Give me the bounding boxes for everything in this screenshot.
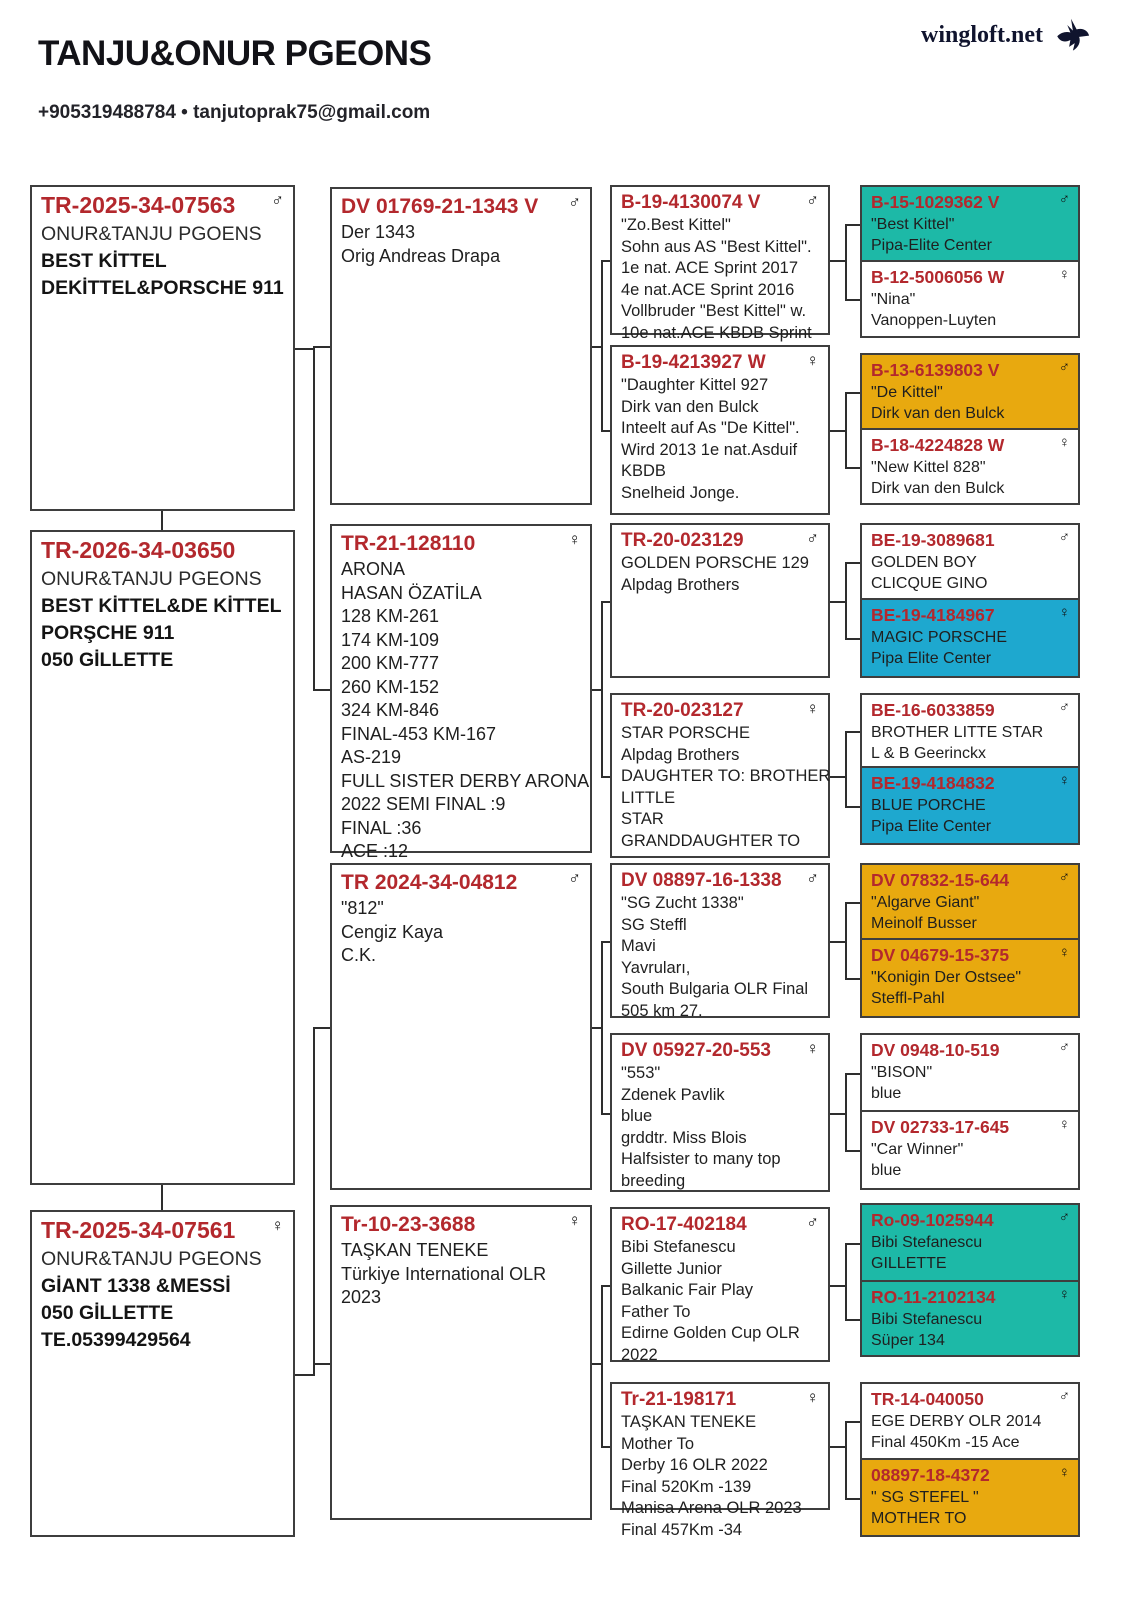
pedigree-text-line: Süper 134 — [871, 1332, 945, 1349]
page-title: TANJU&ONUR PGEONS — [38, 34, 432, 73]
connector-line — [845, 1498, 860, 1500]
pedigree-text-line: Edirne Golden Cup OLR — [621, 1324, 800, 1342]
male-icon: ♂ — [1058, 699, 1070, 716]
pedigree-text-line: "Best Kittel" — [871, 216, 955, 233]
ring-number: BE-19-3089681 — [871, 530, 995, 550]
pedigree-box — [30, 185, 295, 511]
pedigree-text-line: Snelheid Jonge. — [621, 483, 740, 502]
male-icon: ♂ — [806, 529, 819, 548]
pedigree-text-line: Alpdag Brothers — [621, 745, 740, 764]
pedigree-text-line: Mother To — [621, 1434, 695, 1453]
ring-number: TR-20-023127 — [621, 700, 744, 721]
pedigree-box — [610, 693, 830, 858]
pedigree-text-line: Derby 16 OLR 2022 — [621, 1456, 768, 1474]
connector-line — [601, 260, 603, 432]
pedigree-box — [610, 345, 830, 515]
pedigree-text-line: TAŞKAN TENEKE — [341, 1240, 489, 1260]
pedigree-box — [610, 863, 830, 1018]
ring-number: TR-20-023129 — [621, 530, 744, 551]
pedigree-text-line: STAR — [621, 810, 664, 828]
pedigree-box — [860, 1110, 1080, 1190]
pedigree-text-line: DAUGHTER TO: BROTHER — [621, 767, 831, 785]
ring-number: 08897-18-4372 — [871, 1465, 990, 1485]
pedigree-text-line: MOTHER TO — [871, 1510, 967, 1527]
pedigree-text-line: 050 GİLLETTE — [41, 649, 174, 671]
male-icon: ♂ — [1058, 1209, 1070, 1226]
pedigree-text-line: "New Kittel 828" — [871, 459, 986, 476]
pedigree-box — [30, 530, 295, 1185]
male-icon: ♂ — [806, 869, 819, 888]
pedigree-text-line: TE.05399429564 — [41, 1329, 191, 1351]
pedigree-box — [330, 863, 592, 1190]
pedigree-text-line: 174 KM-109 — [341, 629, 440, 650]
pedigree-box — [860, 1203, 1080, 1282]
pedigree-text-line: 505 km 27. — [621, 1001, 703, 1020]
connector-line — [845, 731, 847, 808]
pedigree-text-line: STAR PORSCHE — [621, 724, 750, 742]
pedigree-text-line: "Zo.Best Kittel" — [621, 216, 731, 234]
pedigree-box — [610, 1207, 830, 1362]
female-icon: ♀ — [1058, 944, 1070, 961]
connector-line — [845, 638, 860, 640]
pedigree-text-line: "Car Winner" — [871, 1141, 964, 1158]
pedigree-text-line: TAŞKAN TENEKE — [621, 1413, 757, 1431]
ring-number: RO-11-2102134 — [871, 1287, 996, 1307]
ring-number: TR-2025-34-07563 — [41, 192, 236, 218]
pedigree-text-line: Final 520Km -139 — [621, 1477, 752, 1496]
pedigree-text-line: "De Kittel" — [871, 384, 943, 401]
pedigree-text-line: Türkiye International OLR — [341, 1263, 547, 1284]
pedigree-text-line: Pipa Elite Center — [871, 650, 992, 667]
connector-line — [313, 1027, 315, 1376]
pedigree-text-line: Final 450Km -15 Ace — [871, 1434, 1020, 1451]
pedigree-text-line: 050 GİLLETTE — [41, 1302, 174, 1324]
pedigree-text-line: Bibi Stefanescu — [621, 1238, 736, 1256]
ring-number: RO-17-402184 — [621, 1214, 747, 1235]
pedigree-text-line: Father To — [621, 1302, 691, 1321]
pedigree-box — [610, 523, 830, 678]
pedigree-text-line: Dirk van den Bulck — [871, 480, 1005, 497]
pedigree-text-line: BROTHER LITTE STAR — [871, 724, 1044, 741]
pedigree-text-line: 1e nat. ACE Sprint 2017 — [621, 259, 799, 277]
pedigree-text-line: Bibi Stefanescu — [871, 1234, 983, 1251]
connector-line — [845, 1243, 860, 1245]
pedigree-text-line: Dirk van den Bulck — [871, 405, 1005, 422]
connector-line — [845, 299, 860, 301]
pedigree-text-line: Gillette Junior — [621, 1259, 722, 1278]
pedigree-text-line: Dirk van den Bulck — [621, 397, 759, 416]
connector-line — [845, 978, 860, 980]
pedigree-text-line: Pipa Elite Center — [871, 818, 992, 835]
ring-number: DV 07832-15-644 — [871, 870, 1010, 890]
female-icon: ♀ — [1058, 1116, 1070, 1133]
connector-line — [845, 224, 847, 301]
pedigree-text-line: Sohn aus AS "Best Kittel". — [621, 237, 812, 256]
pedigree-text-line: AS-219 — [341, 747, 402, 767]
pedigree-text-line: Yavruları, — [621, 958, 691, 977]
pedigree-text-line: ONUR&TANJU PGEONS — [41, 1248, 262, 1270]
connector-line — [845, 1243, 847, 1321]
pedigree-text-line: CLICQUE GINO — [871, 575, 988, 592]
connector-line — [601, 776, 610, 778]
ring-number: BE-19-4184967 — [871, 605, 995, 625]
pedigree-text-line: DEKİTTEL&PORSCHE 911 — [41, 277, 284, 299]
pedigree-box — [610, 1382, 830, 1539]
pedigree-box — [860, 260, 1080, 338]
pedigree-text-line: FULL SISTER DERBY ARONA — [341, 770, 590, 791]
female-icon: ♀ — [806, 1039, 819, 1058]
ring-number: DV 01769-21-1343 V — [341, 195, 539, 218]
pedigree-text-line: "BISON" — [871, 1064, 933, 1081]
ring-number: Ro-09-1025944 — [871, 1210, 994, 1230]
connector-line — [601, 260, 610, 262]
pedigree-text-line: Meinolf Busser — [871, 915, 977, 932]
ring-number: TR-2025-34-07561 — [41, 1217, 236, 1243]
female-icon: ♀ — [1058, 266, 1070, 283]
connector-line — [845, 1073, 860, 1075]
connector-line — [845, 392, 847, 469]
connector-line — [601, 1113, 610, 1115]
pedigree-text-line: 200 KM-777 — [341, 653, 440, 673]
brand-link[interactable]: wingloft.net — [921, 21, 1043, 48]
pedigree-box — [330, 524, 592, 861]
connector-line — [845, 1150, 860, 1152]
male-icon: ♂ — [806, 1213, 819, 1232]
male-icon: ♂ — [1058, 1388, 1070, 1405]
pedigree-text-line: " SG STEFEL " — [871, 1489, 979, 1506]
pedigree-text-line: Vollbruder "Best Kittel" w. — [621, 302, 807, 320]
pedigree-text-line: "Konigin Der Ostsee" — [871, 969, 1022, 986]
female-icon: ♀ — [1058, 434, 1070, 451]
connector-line — [601, 601, 610, 603]
ring-number: B-19-4213927 W — [621, 352, 766, 373]
female-icon: ♀ — [568, 530, 581, 549]
pedigree-box — [860, 185, 1080, 262]
pedigree-box — [860, 428, 1080, 505]
connector-line — [601, 941, 610, 943]
pedigree-box — [860, 353, 1080, 430]
pedigree-box — [30, 1210, 295, 1537]
pedigree-text-line: "812" — [341, 898, 384, 918]
pedigree-text-line: Steffl-Pahl — [871, 990, 945, 1007]
female-icon: ♀ — [1058, 772, 1070, 789]
pedigree-text-line: 2022 SEMI FINAL :9 — [341, 794, 506, 814]
pedigree-text-line: BEST KİTTEL&DE KİTTEL — [41, 595, 282, 617]
female-icon: ♀ — [1058, 604, 1070, 621]
pedigree-box — [610, 1033, 830, 1192]
pedigree-text-line: Halfsister to many top — [621, 1150, 781, 1168]
pedigree-box — [860, 766, 1080, 845]
connector-line — [295, 1374, 315, 1376]
pedigree-text-line: Pipa-Elite Center — [871, 237, 992, 254]
pedigree-text-line: blue — [621, 1107, 653, 1125]
connector-line — [845, 224, 860, 226]
connector-line — [845, 1319, 860, 1321]
ring-number: BE-16-6033859 — [871, 700, 995, 720]
pedigree-text-line: FINAL-453 KM-167 — [341, 723, 497, 744]
pedigree-text-line: MAGIC PORSCHE — [871, 629, 1008, 646]
ring-number: DV 02733-17-645 — [871, 1117, 1010, 1137]
ring-number: B-15-1029362 V — [871, 192, 1000, 212]
pedigree-text-line: GOLDEN BOY — [871, 554, 977, 571]
pedigree-text-line: L & B Geerinckx — [871, 745, 987, 762]
female-icon: ♀ — [806, 699, 819, 718]
pedigree-text-line: KBDB — [621, 462, 666, 480]
connector-line — [295, 348, 315, 350]
pedigree-text-line: Cengiz Kaya — [341, 921, 444, 942]
connector-line — [845, 731, 860, 733]
pedigree-box — [860, 1458, 1080, 1537]
pedigree-box — [860, 598, 1080, 678]
pedigree-text-line: ACE :12 — [341, 841, 409, 861]
pedigree-text-line: Manisa Arena OLR 2023 — [621, 1499, 802, 1517]
pedigree-box — [860, 863, 1080, 940]
pedigree-text-line: BEST KİTTEL — [41, 250, 167, 272]
female-icon: ♀ — [1058, 1464, 1070, 1481]
male-icon: ♂ — [568, 193, 581, 212]
pedigree-text-line: Zdenek Pavlik — [621, 1085, 725, 1104]
male-icon: ♂ — [1058, 359, 1070, 376]
connector-line — [601, 1285, 610, 1287]
connector-line — [845, 1421, 847, 1500]
pedigree-text-line: "Algarve Giant" — [871, 894, 980, 911]
connector-line — [845, 1073, 847, 1152]
pedigree-text-line: "Nina" — [871, 291, 916, 308]
pedigree-text-line: GİANT 1338 &MESSİ — [41, 1275, 231, 1297]
ring-number: TR-21-128110 — [341, 532, 476, 555]
pedigree-text-line: 260 KM-152 — [341, 676, 440, 697]
pedigree-box — [610, 185, 830, 342]
pedigree-text-line: Der 1343 — [341, 222, 416, 242]
pedigree-box — [860, 1033, 1080, 1112]
pedigree-box — [860, 1382, 1080, 1460]
connector-line — [845, 392, 860, 394]
ring-number: BE-19-4184832 — [871, 773, 995, 793]
ring-number: Tr-21-198171 — [621, 1389, 737, 1410]
female-icon: ♀ — [568, 1211, 581, 1230]
male-icon: ♂ — [806, 191, 819, 210]
connector-line — [313, 346, 330, 348]
pedigree-text-line: blue — [871, 1162, 902, 1179]
female-icon: ♀ — [271, 1216, 284, 1235]
ring-number: B-13-6139803 V — [871, 360, 1000, 380]
pedigree-text-line: SG Steffl — [621, 915, 687, 934]
pedigree-text-line: Final 457Km -34 — [621, 1520, 743, 1539]
pedigree-text-line: blue — [871, 1085, 902, 1102]
ring-number: Tr-10-23-3688 — [341, 1213, 476, 1236]
pedigree-text-line: Mavi — [621, 937, 656, 955]
pedigree-text-line: "SG Zucht 1338" — [621, 894, 744, 912]
pedigree-text-line: breeding — [621, 1171, 686, 1190]
pedigree-text-line: Alpdag Brothers — [621, 575, 740, 594]
male-icon: ♂ — [1058, 869, 1070, 886]
male-icon: ♂ — [271, 191, 284, 210]
connector-line — [601, 1446, 610, 1448]
pedigree-text-line: GOLDEN PORSCHE 129 — [621, 554, 809, 572]
wingloft-bird-icon — [1051, 14, 1091, 56]
pedigree-text-line: Balkanic Fair Play — [621, 1281, 754, 1299]
ring-number: B-18-4224828 W — [871, 435, 1005, 455]
male-icon: ♂ — [1058, 529, 1070, 546]
connector-line — [161, 511, 163, 530]
pedigree-text-line: GRANDDAUGHTER TO — [621, 831, 801, 850]
female-icon: ♀ — [806, 351, 819, 370]
pedigree-text-line: ARONA — [341, 559, 406, 579]
connector-line — [601, 1285, 603, 1448]
pedigree-box — [860, 1280, 1080, 1357]
pedigree-box — [860, 938, 1080, 1018]
connector-line — [313, 689, 330, 691]
connector-line — [845, 562, 847, 640]
pedigree-text-line: GILLETTE — [871, 1255, 947, 1272]
ring-number: DV 05927-20-553 — [621, 1040, 771, 1061]
pedigree-text-line: 2022 — [621, 1345, 658, 1364]
pedigree-text-line: HASAN ÖZATİLA — [341, 582, 482, 603]
pedigree-text-line: South Bulgaria OLR Final — [621, 980, 809, 998]
pedigree-text-line: ONUR&TANJU PGOENS — [41, 223, 262, 245]
pedigree-text-line: Inteelt auf As "De Kittel". — [621, 419, 800, 437]
male-icon: ♂ — [1058, 191, 1070, 208]
connector-line — [845, 562, 860, 564]
ring-number: B-19-4130074 V — [621, 192, 761, 213]
male-icon: ♂ — [1058, 1039, 1070, 1056]
pedigree-box — [860, 693, 1080, 768]
male-icon: ♂ — [568, 869, 581, 888]
pedigree-text-line: Vanoppen-Luyten — [871, 312, 997, 329]
pedigree-text-line: grddtr. Miss Blois — [621, 1128, 747, 1147]
contact-line: +905319488784 • tanjutoprak75@gmail.com — [38, 102, 431, 123]
connector-line — [313, 1363, 330, 1365]
connector-line — [845, 806, 860, 808]
ring-number: DV 0948-10-519 — [871, 1040, 1000, 1060]
pedigree-text-line: PORŞCHE 911 — [41, 622, 175, 644]
female-icon: ♀ — [1058, 1286, 1070, 1303]
brand-block — [921, 14, 1091, 56]
pedigree-text-line: LITTLE — [621, 788, 676, 807]
connector-line — [313, 346, 315, 691]
connector-line — [845, 902, 847, 980]
pedigree-text-line: Bibi Stefanescu — [871, 1311, 983, 1328]
connector-line — [845, 902, 860, 904]
pedigree-text-line: "Daughter Kittel 927 — [621, 376, 769, 394]
pedigree-text-line: 2023 — [341, 1287, 382, 1307]
ring-number: TR-2026-34-03650 — [41, 537, 236, 563]
connector-line — [161, 1185, 163, 1210]
pedigree-text-line: 10e nat.ACE KBDB Sprint — [621, 323, 812, 342]
pedigree-text-line: ONUR&TANJU PGEONS — [41, 568, 262, 590]
pedigree-text-line: 128 KM-261 — [341, 606, 440, 626]
pedigree-text-line: 4e nat.ACE Sprint 2016 — [621, 280, 795, 299]
pedigree-box — [860, 523, 1080, 600]
pedigree-text-line: 324 KM-846 — [341, 700, 440, 720]
connector-line — [845, 467, 860, 469]
ring-number: B-12-5006056 W — [871, 267, 1005, 287]
pedigree-text-line: EGE DERBY OLR 2014 — [871, 1413, 1042, 1430]
ring-number: DV 08897-16-1338 — [621, 870, 782, 891]
ring-number: DV 04679-15-375 — [871, 945, 1010, 965]
pedigree-text-line: C.K. — [341, 945, 377, 965]
connector-line — [601, 601, 603, 778]
connector-line — [313, 1027, 330, 1029]
connector-line — [601, 430, 610, 432]
ring-number: TR-14-040050 — [871, 1389, 984, 1409]
pedigree-box — [330, 187, 592, 505]
female-icon: ♀ — [806, 1388, 819, 1407]
pedigree-text-line: FINAL :36 — [341, 817, 422, 838]
pedigree-text-line: "553" — [621, 1064, 661, 1082]
connector-line — [601, 941, 603, 1115]
pedigree-text-line: Wird 2013 1e nat.Asduif — [621, 440, 798, 459]
ring-number: TR 2024-34-04812 — [341, 871, 518, 894]
pedigree-box — [330, 1205, 592, 1520]
pedigree-text-line: BLUE PORCHE — [871, 797, 986, 814]
connector-line — [845, 1421, 860, 1423]
pedigree-text-line: Orig Andreas Drapa — [341, 245, 501, 266]
